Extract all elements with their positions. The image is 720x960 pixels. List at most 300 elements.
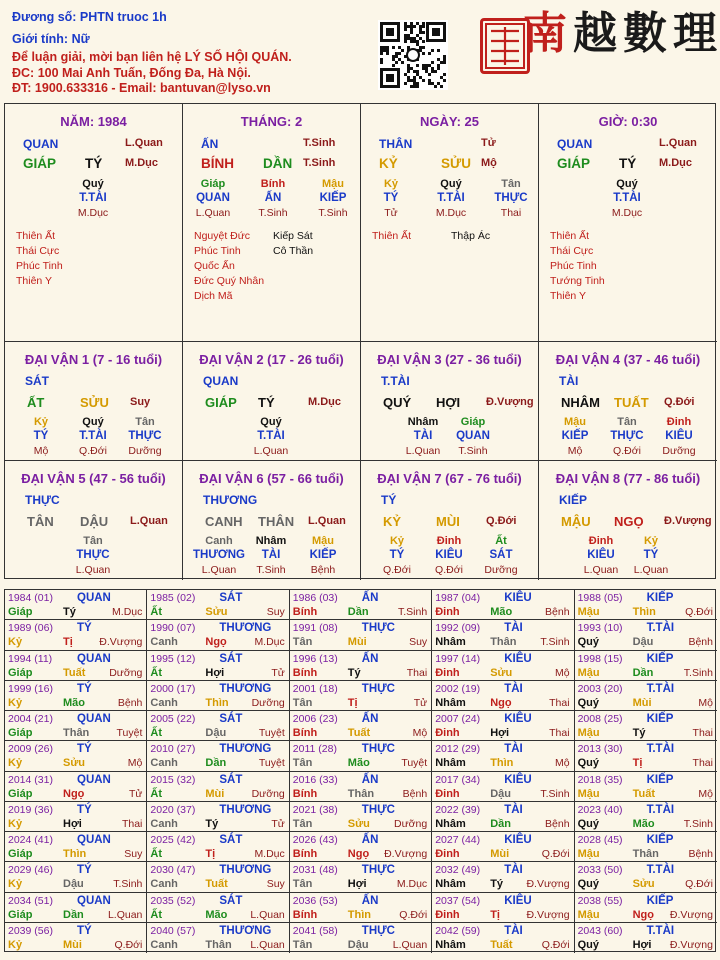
year-cell xyxy=(290,832,432,862)
hidden-phase: Dưỡng xyxy=(128,445,162,457)
pillar-title: GIỜ: 0:30 xyxy=(598,114,658,129)
year-cell xyxy=(575,741,717,771)
ten-god: KIẾP xyxy=(559,493,588,507)
hidden-stem: Mậu xyxy=(312,535,334,547)
year-label: 1995 (12) xyxy=(150,652,196,665)
heavenly-stem: KỶ xyxy=(379,156,398,171)
year-ten-god: ẤN xyxy=(361,894,379,907)
hidden-god: QUAN xyxy=(456,430,490,442)
year-ten-god: TÝ xyxy=(77,682,92,695)
year-stem: Đinh xyxy=(435,606,460,618)
year-label: 2040 (57) xyxy=(150,924,196,937)
year-branch: Tuất xyxy=(347,727,371,739)
dai-van-5 xyxy=(5,461,183,580)
year-stem: Quý xyxy=(577,938,599,951)
year-phase: Bệnh xyxy=(688,848,713,860)
hidden-phase: L.Quan xyxy=(195,207,231,219)
year-label: 2030 (47) xyxy=(150,864,196,877)
year-ten-god: THƯƠNG xyxy=(219,803,272,816)
year-cell xyxy=(5,590,147,620)
star-item: Thiên Y xyxy=(550,290,586,302)
hidden-phase: L.Quan xyxy=(253,445,289,457)
hidden-stem: Kỷ xyxy=(33,416,49,428)
hidden-stem: Kỷ xyxy=(389,535,405,547)
year-cell xyxy=(575,651,717,681)
hidden-phase: T.Sinh xyxy=(258,207,288,219)
year-cell xyxy=(432,651,574,681)
year-label: 2032 (49) xyxy=(435,864,481,877)
gender: Giới tính: Nữ xyxy=(12,32,90,46)
year-ten-god: THỰC xyxy=(361,682,395,695)
year-cell xyxy=(147,923,289,953)
year-branch: Tị xyxy=(490,908,500,921)
logo-char-4: 理 xyxy=(673,8,717,59)
hidden-stem: Đinh xyxy=(436,535,462,547)
qr-code-icon xyxy=(378,20,448,90)
year-phase: Đ.Vượng xyxy=(99,636,143,649)
year-label: 2034 (51) xyxy=(8,894,53,907)
earthly-branch: SỬU xyxy=(80,395,109,410)
year-stem: Quý xyxy=(577,696,599,709)
year-cell xyxy=(290,802,432,832)
year-cell xyxy=(432,590,574,620)
year-phase: Q.Đới xyxy=(685,606,713,618)
year-branch: Dần xyxy=(205,757,227,770)
year-ten-god: TÀI xyxy=(504,622,523,635)
year-stem: Canh xyxy=(150,817,178,830)
earthly-branch: DẦN xyxy=(263,156,293,171)
year-cell xyxy=(432,893,574,923)
year-phase: Thai xyxy=(549,727,570,739)
year-stem: Tân xyxy=(292,817,313,830)
year-cell xyxy=(290,590,432,620)
earthly-branch: TÝ xyxy=(258,395,275,410)
hidden-stem: Mậu xyxy=(322,178,344,190)
year-ten-god: QUAN xyxy=(77,834,111,846)
year-ten-god: KIẾP xyxy=(646,592,674,604)
year-stem: Mậu xyxy=(577,727,600,739)
year-cell xyxy=(5,893,147,923)
hidden-god: KIÊU xyxy=(665,430,693,442)
year-phase: Dưỡng xyxy=(251,696,285,709)
hidden-phase: L.Quan xyxy=(633,564,669,576)
year-phase: T.Sinh xyxy=(540,787,570,800)
year-ten-god: ẤN xyxy=(361,713,379,725)
year-cell xyxy=(290,862,432,892)
year-stem: Kỷ xyxy=(8,696,23,709)
year-branch: Ngọ xyxy=(205,636,227,649)
year-stem: Canh xyxy=(150,938,178,951)
year-label: 2002 (19) xyxy=(435,682,481,695)
year-branch: Tị xyxy=(347,696,358,709)
year-cell xyxy=(147,620,289,650)
year-phase: Dưỡng xyxy=(251,787,285,800)
year-phase: Đ.Vượng xyxy=(384,848,428,860)
year-phase: Suy xyxy=(266,878,285,891)
star-item: Dịch Mã xyxy=(194,290,233,302)
hidden-god: THỰC xyxy=(494,192,528,204)
heavenly-stem: GIÁP xyxy=(23,156,57,171)
stem-phase: Tử xyxy=(481,137,496,149)
year-phase: Tử xyxy=(128,787,143,800)
year-cell xyxy=(147,832,289,862)
year-cell xyxy=(575,620,717,650)
year-label: 2006 (23) xyxy=(292,713,338,725)
hidden-god: THỰC xyxy=(76,549,110,561)
pillar-3 xyxy=(539,104,717,342)
subject-name: Đương số: PHTN truoc 1h xyxy=(12,10,167,24)
hidden-stem: Quý xyxy=(440,178,462,190)
pillar-title: THÁNG: 2 xyxy=(240,114,303,129)
year-ten-god: THƯƠNG xyxy=(219,743,272,756)
star-item: Nguyệt Đức xyxy=(194,230,251,242)
hidden-phase: M.Dục xyxy=(77,207,109,219)
year-stem: Mậu xyxy=(577,666,600,679)
star-item: Thiên Y xyxy=(16,275,52,287)
year-ten-god: SÁT xyxy=(219,773,243,786)
year-stem: Ất xyxy=(150,908,162,921)
hidden-phase: T.Sinh xyxy=(318,207,348,219)
year-branch: Hợi xyxy=(63,817,82,830)
year-stem: Mậu xyxy=(577,848,600,860)
year-stem: Tân xyxy=(292,696,313,709)
ten-god: SÁT xyxy=(25,374,49,388)
ten-god: QUAN xyxy=(203,374,239,388)
year-ten-god: TÀI xyxy=(504,682,523,695)
year-branch: Mão xyxy=(205,908,228,921)
year-branch: Thìn xyxy=(63,848,87,860)
branch-phase: Q.Đới xyxy=(664,396,695,408)
year-cell xyxy=(575,923,717,953)
year-phase: Thai xyxy=(121,817,143,830)
pillar-title: NGÀY: 25 xyxy=(420,114,479,129)
hidden-god: T.TÀI xyxy=(437,192,465,204)
year-phase: Bệnh xyxy=(688,636,713,649)
year-stem: Quý xyxy=(577,757,599,770)
ten-god: THƯƠNG xyxy=(203,493,258,507)
year-ten-god: THƯƠNG xyxy=(219,924,272,937)
year-ten-god: QUAN xyxy=(77,652,111,665)
year-label: 2021 (38) xyxy=(292,803,338,816)
hidden-stem: Tân xyxy=(617,416,637,428)
star-item: Phúc Tinh xyxy=(16,260,63,272)
year-branch: Dậu xyxy=(205,727,227,739)
year-ten-god: THỰC xyxy=(361,743,395,756)
year-ten-god: QUAN xyxy=(77,773,111,786)
year-label: 2025 (42) xyxy=(150,834,196,846)
chart-main xyxy=(4,103,716,579)
year-phase: Bệnh xyxy=(545,817,570,830)
year-label: 2026 (43) xyxy=(292,834,338,846)
hidden-god: KIÊU xyxy=(587,549,615,561)
dai-van-7 xyxy=(361,461,539,580)
year-ten-god: THƯƠNG xyxy=(219,682,272,695)
pillar-0 xyxy=(5,104,183,342)
year-branch: Thìn xyxy=(205,696,229,709)
year-cell xyxy=(290,620,432,650)
year-cell xyxy=(432,802,574,832)
year-phase: Đ.Vượng xyxy=(526,878,570,891)
hidden-god: KIẾP xyxy=(309,549,337,561)
year-ten-god: THỰC xyxy=(361,864,395,877)
year-cell xyxy=(5,741,147,771)
year-cell xyxy=(147,772,289,802)
year-stem: Quý xyxy=(577,878,599,891)
year-stem: Giáp xyxy=(8,908,33,921)
hidden-phase: M.Dục xyxy=(435,207,467,219)
year-stem: Ất xyxy=(150,727,162,739)
hidden-phase: T.Sinh xyxy=(458,445,488,457)
hidden-god: T.TÀI xyxy=(257,430,285,442)
dai-van-title: ĐẠI VẬN 7 (67 - 76 tuổi) xyxy=(377,471,522,486)
year-stem: Bính xyxy=(292,787,318,800)
year-label: 2020 (37) xyxy=(150,803,196,816)
year-phase: T.Sinh xyxy=(398,606,428,618)
year-ten-god: QUAN xyxy=(77,894,111,907)
ten-god: ẤN xyxy=(201,137,219,151)
hidden-stem: Bính xyxy=(260,178,286,190)
year-ten-god: TÝ xyxy=(77,803,92,816)
year-label: 2017 (34) xyxy=(435,773,481,786)
year-stem: Giáp xyxy=(8,727,33,739)
year-branch: Mùi xyxy=(347,636,367,649)
hidden-phase: Dưỡng xyxy=(484,564,518,576)
year-ten-god: TÝ xyxy=(77,864,92,877)
year-branch: Tị xyxy=(205,848,216,860)
ten-god: TÀI xyxy=(559,374,579,388)
year-branch: Tý xyxy=(490,878,504,891)
year-stem: Quý xyxy=(577,636,599,649)
year-cell xyxy=(5,681,147,711)
year-label: 2029 (46) xyxy=(8,864,53,877)
year-label: 2035 (52) xyxy=(150,894,196,907)
hidden-god: KIẾP xyxy=(561,430,589,442)
year-label: 1992 (09) xyxy=(435,622,481,635)
year-phase: Tuyệt xyxy=(258,757,285,770)
year-cell xyxy=(147,893,289,923)
year-ten-god: ẤN xyxy=(361,652,379,665)
year-stem: Canh xyxy=(150,878,178,891)
year-ten-god: TÀI xyxy=(504,803,523,816)
hidden-phase: Bệnh xyxy=(310,564,336,576)
star-item-2: Kiếp Sát xyxy=(273,230,313,242)
hidden-god: THƯƠNG xyxy=(193,549,245,561)
earthly-branch: NGỌ xyxy=(614,514,644,529)
year-ten-god: SÁT xyxy=(219,652,243,665)
year-cell xyxy=(147,590,289,620)
hidden-phase: L.Quan xyxy=(405,445,441,457)
year-cell xyxy=(5,651,147,681)
branch-phase: M.Dục xyxy=(308,396,341,408)
year-cell xyxy=(575,590,717,620)
hidden-god: TÝ xyxy=(33,430,49,442)
hidden-god: KIÊU xyxy=(435,549,463,561)
year-label: 2000 (17) xyxy=(150,682,196,695)
year-stem: Ất xyxy=(150,787,162,800)
year-branch: Tý xyxy=(347,666,361,679)
heavenly-stem: NHÂM xyxy=(561,395,600,410)
year-branch: Hợi xyxy=(205,666,225,679)
year-stem: Nhâm xyxy=(435,817,466,830)
logo-char-3: 數 xyxy=(623,8,667,59)
year-branch: Sửu xyxy=(490,666,513,679)
year-cell xyxy=(147,711,289,741)
year-stem: Mậu xyxy=(577,787,600,800)
hidden-stem: Quý xyxy=(82,416,104,428)
hidden-stem: Quý xyxy=(82,178,104,190)
year-label: 1991 (08) xyxy=(292,622,338,635)
year-stem: Kỷ xyxy=(8,757,23,770)
year-label: 1996 (13) xyxy=(292,652,338,665)
year-phase: Đ.Vượng xyxy=(669,908,713,921)
hidden-phase: Q.Đới xyxy=(383,564,411,576)
address-line: ĐC: 100 Mai Anh Tuấn, Đống Đa, Hà Nội. xyxy=(12,66,251,80)
ten-god: THỰC xyxy=(25,493,60,507)
year-branch: Thìn xyxy=(632,606,656,618)
heavenly-stem: TÂN xyxy=(27,514,54,529)
year-stem: Nhâm xyxy=(435,938,466,951)
hidden-stem: Tân xyxy=(83,535,103,547)
year-ten-god: TÀI xyxy=(504,924,523,937)
dai-van-8 xyxy=(539,461,717,580)
year-branch: Sửu xyxy=(205,606,228,618)
year-stem: Giáp xyxy=(8,666,33,679)
year-label: 2012 (29) xyxy=(435,743,481,756)
year-phase: Mộ xyxy=(554,666,570,679)
star-item: Đức Quý Nhân xyxy=(194,275,265,287)
year-stem: Kỷ xyxy=(8,636,23,649)
year-ten-god: QUAN xyxy=(77,592,111,604)
year-branch: Dần xyxy=(490,817,511,830)
year-label: 2008 (25) xyxy=(577,713,623,725)
year-ten-god: THƯƠNG xyxy=(219,622,272,635)
year-label: 1997 (14) xyxy=(435,652,481,665)
hidden-phase: M.Dục xyxy=(611,207,643,219)
year-phase: Tuyệt xyxy=(116,727,143,739)
heavenly-stem: ẤT xyxy=(27,395,45,410)
year-label: 1998 (15) xyxy=(577,652,623,665)
year-ten-god: TÝ xyxy=(77,622,92,635)
year-phase: L.Quan xyxy=(107,908,143,921)
year-branch: Tuất xyxy=(205,878,228,891)
year-ten-god: THƯƠNG xyxy=(219,864,272,877)
year-phase: Mộ xyxy=(698,696,713,709)
year-branch: Mùi xyxy=(490,848,510,860)
star-item: Thiên Ất xyxy=(550,230,590,242)
year-phase: M.Dục xyxy=(396,878,428,891)
year-stem: Nhâm xyxy=(435,696,466,709)
year-phase: Q.Đới xyxy=(685,878,713,891)
heavenly-stem: BÍNH xyxy=(201,156,234,171)
year-cell xyxy=(290,681,432,711)
year-cell xyxy=(575,681,717,711)
year-cell xyxy=(5,923,147,953)
dai-van-title: ĐẠI VẬN 5 (47 - 56 tuổi) xyxy=(21,471,166,486)
heavenly-stem: MẬU xyxy=(561,514,591,529)
year-cell xyxy=(5,772,147,802)
year-stem: Canh xyxy=(150,636,178,649)
branch-phase: T.Sinh xyxy=(303,157,336,169)
star-item: Thiên Ất xyxy=(16,230,56,242)
hidden-phase: Mộ xyxy=(33,445,49,457)
year-phase: Dưỡng xyxy=(394,817,428,830)
year-branch: Dần xyxy=(63,908,84,921)
year-branch: Ngọ xyxy=(347,848,370,860)
year-ten-god: T.TÀI xyxy=(646,864,675,877)
year-ten-god: TÝ xyxy=(77,743,92,756)
star-item: Thái Cực xyxy=(16,245,60,257)
year-label: 1999 (16) xyxy=(8,682,53,695)
year-branch: Thìn xyxy=(347,908,372,921)
year-phase: T.Sinh xyxy=(540,636,570,649)
year-phase: L.Quan xyxy=(250,908,285,921)
branch-phase: M.Dục xyxy=(659,157,692,169)
branch-phase: M.Dục xyxy=(125,157,158,169)
year-ten-god: KIẾP xyxy=(646,834,674,846)
year-branch: Mão xyxy=(490,606,513,618)
year-stem: Bính xyxy=(292,848,318,860)
hidden-stem: Quý xyxy=(260,416,282,428)
hidden-stem: Kỷ xyxy=(643,535,659,547)
year-label: 2019 (36) xyxy=(8,803,53,816)
year-phase: M.Dục xyxy=(254,636,285,649)
year-cell xyxy=(575,772,717,802)
hidden-god: KIẾP xyxy=(319,192,347,204)
year-phase: M.Dục xyxy=(254,848,285,860)
hidden-stem: Quý xyxy=(616,178,638,190)
year-cell xyxy=(5,802,147,832)
year-phase: Tuyệt xyxy=(258,727,285,739)
branch-phase: Q.Đới xyxy=(486,515,517,527)
year-cell xyxy=(290,923,432,953)
year-stem: Tân xyxy=(292,938,313,951)
year-stem: Bính xyxy=(292,666,318,679)
year-cell xyxy=(147,862,289,892)
year-branch: Tuất xyxy=(63,666,86,679)
year-stem: Đinh xyxy=(435,727,460,739)
hidden-phase: T.Sinh xyxy=(256,564,286,576)
year-phase: T.Sinh xyxy=(683,666,713,679)
year-branch: Dần xyxy=(632,666,654,679)
heavenly-stem: GIÁP xyxy=(557,156,591,171)
year-cell xyxy=(290,772,432,802)
star-item: Thái Cực xyxy=(550,245,594,257)
dai-van-6 xyxy=(183,461,361,580)
year-phase: Mộ xyxy=(127,757,143,770)
year-label: 2013 (30) xyxy=(577,743,623,756)
year-label: 2023 (40) xyxy=(577,803,623,816)
hidden-stem: Tân xyxy=(135,416,155,428)
year-label: 2003 (20) xyxy=(577,682,623,695)
year-stem: Đinh xyxy=(435,908,460,921)
year-branch: Ngọ xyxy=(63,787,85,800)
year-branch: Hợi xyxy=(490,727,510,739)
year-label: 2033 (50) xyxy=(577,864,623,877)
stem-phase: L.Quan xyxy=(659,137,697,149)
year-phase: Dưỡng xyxy=(109,666,143,679)
year-label: 1994 (11) xyxy=(8,652,53,665)
year-ten-god: KIÊU xyxy=(504,713,532,725)
year-label: 2041 (58) xyxy=(292,924,338,937)
branch-phase: Đ.Vượng xyxy=(486,396,534,408)
year-phase: Mộ xyxy=(554,757,570,770)
year-branch: Dậu xyxy=(490,787,511,800)
branch-phase: L.Quan xyxy=(308,515,346,527)
dai-van-title: ĐẠI VẬN 4 (37 - 46 tuổi) xyxy=(555,352,701,367)
hidden-stem: Nhâm xyxy=(255,535,287,547)
year-label: 2016 (33) xyxy=(292,773,338,786)
year-cell xyxy=(432,862,574,892)
